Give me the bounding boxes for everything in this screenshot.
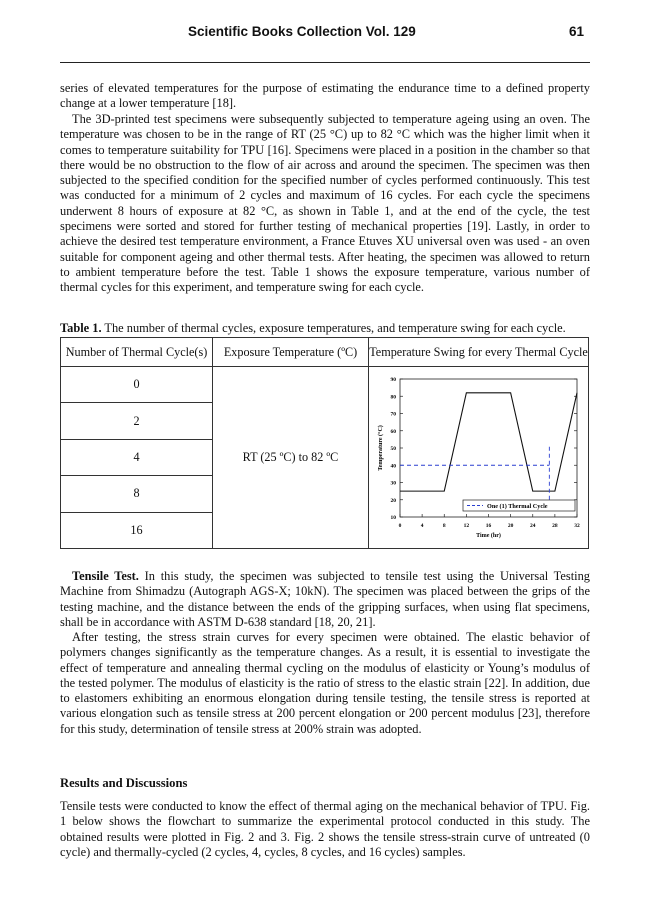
x-tick-label: 20	[507, 523, 514, 529]
thermal-cycles-table	[60, 337, 589, 549]
y-tick-label: 30	[390, 480, 396, 487]
paragraph-ageing	[60, 112, 590, 296]
cycle-cell: 2	[61, 403, 213, 439]
x-tick-label: 32	[574, 523, 580, 529]
y-tick-label: 40	[390, 463, 396, 470]
paragraph-text: Tensile tests were conducted to know the effect of thermal aging on the mechanical behavior of TPU. Fig. 1 below shows the flowchart to summarize the experimental protocol conducted in this study. The obtained results were plotted in Fig. 2 and 3. Fig. 2 shows the tensile stress-strain curve of untreated (0 cycle) and thermally-cycled (2 cycles, 4, cycles, 8 cycles, and 16 cycles) samples.	[60, 799, 590, 859]
x-tick-label: 24	[530, 523, 536, 529]
table-caption-text: The number of thermal cycles, exposure temperatures, and temperature swing for each cycle.	[101, 321, 566, 335]
table-header-row	[61, 338, 589, 367]
y-tick-label: 80	[390, 394, 396, 401]
table-caption-label: Table 1.	[60, 321, 102, 335]
x-tick-label: 28	[552, 523, 558, 529]
legend-label: One (1) Thermal Cycle	[487, 503, 548, 510]
paragraph-intro	[60, 81, 590, 112]
header-temperature-swing: Temperature Swing for every Thermal Cycle	[369, 338, 589, 367]
cycle-cell: 16	[61, 512, 213, 548]
journal-title: Scientific Books Collection Vol. 129	[188, 24, 416, 39]
paragraph-after-testing	[60, 630, 590, 737]
y-tick-label: 60	[390, 428, 396, 435]
page-number: 61	[568, 24, 584, 39]
x-tick-label: 12	[463, 523, 470, 529]
running-header	[60, 16, 590, 52]
results-heading: Results and Discussions	[60, 776, 188, 790]
header-rule	[60, 62, 590, 63]
table-caption	[60, 321, 600, 336]
table-row	[61, 367, 589, 403]
temperature-swing-chart	[369, 367, 589, 544]
y-tick-label: 20	[390, 497, 396, 504]
x-tick-label: 16	[485, 523, 492, 529]
plot-frame	[400, 379, 577, 517]
y-tick-label: 90	[390, 377, 396, 383]
y-tick-label: 70	[390, 411, 396, 418]
paragraph-text: series of elevated temperatures for the purpose of estimating the endurance time to a defined property change at a lower temperature [18].	[60, 81, 590, 111]
y-tick-label: 10	[390, 515, 396, 521]
y-axis-label: Temperature (°C)	[378, 425, 384, 471]
x-tick-label: 8	[442, 523, 446, 529]
exposure-cell: RT (25 ºC) to 82 ºC	[213, 367, 369, 549]
paragraph-text: The 3D-printed test specimens were subsequently subjected to temperature ageing using an oven. The temperature was chosen to be in the range of RT (25 °C) up to 82 °C which was the higher limit when it comes to temperature suitability for TPU [16]. Specimens were placed in a position in the chamber so that there would be no obstruction to the flow of air across and around the specimen. The specimen was then subjected to the specified condition for the specified number of cycles performed continuously. This test was conducted for a minimum of 2 cycles and maximum of 16 cycles. For each cycle the specimens underwent 8 hours of exposure at 82 °C, as shown in Table 1, and at the end of the cycle, the test specimens were sorted and stored for further testing of mechanical properties [19]. Lastly, in order to achieve the desired test temperature environment, a France Etuves XU universal oven was used - an oven suitable for component ageing and other thermal tests. After heating, the specimen was allowed to return to ambient temperature before the test. Table 1 shows the exposure temperature, various number of thermal cycles for this experiment, and temperature swing for each cycle.	[60, 112, 590, 295]
cycle-cell: 8	[61, 476, 213, 512]
x-axis-label: Time (hr)	[476, 533, 501, 539]
paragraph-results	[60, 799, 590, 860]
paragraph-tensile-test	[60, 569, 590, 630]
series-line	[400, 393, 577, 491]
header-exposure-temperature: Exposure Temperature (ºC)	[213, 338, 369, 367]
cycle-cell: 0	[61, 367, 213, 403]
cycle-cell: 4	[61, 439, 213, 475]
tensile-heading: Tensile Test.	[72, 569, 139, 583]
x-tick-label: 4	[420, 523, 424, 529]
header-thermal-cycles: Number of Thermal Cycle(s)	[61, 338, 213, 367]
paragraph-text: After testing, the stress strain curves for every specimen were obtained. The elastic behavior of polymers changes significantly as the temperature changes. As a result, it is essential to investigate the effect of temperature and annealing thermal cycling on the modulus of elasticity or Young’s modulus of the tested polymer. The modulus of elasticity is the ratio of stress to the elastic strain [22]. In addition, due to elastomers exhibiting an enormous elongation during tensile testing, the tensile stress is reported at various elongation such as tensile stress at 200 percent elongation or 200 percent modulus [23], therefore for this study, determination of tensile stress at 200% strain was adopted.	[60, 630, 590, 736]
y-tick-label: 50	[390, 446, 396, 452]
temperature-swing-cell	[369, 367, 589, 549]
tensile-text: In this study, the specimen was subjected to tensile test using the Universal Testing Machine from Shimadzu (Autograph AGS-X; 10kN). The specimen was placed between the grips of the testing machine, and the distance between the ends of the gripping surfaces, when using flat specimens, shall be in accordance with ASTM D-638 standard [18, 20, 21].	[60, 569, 590, 629]
x-tick-label: 0	[398, 523, 402, 529]
